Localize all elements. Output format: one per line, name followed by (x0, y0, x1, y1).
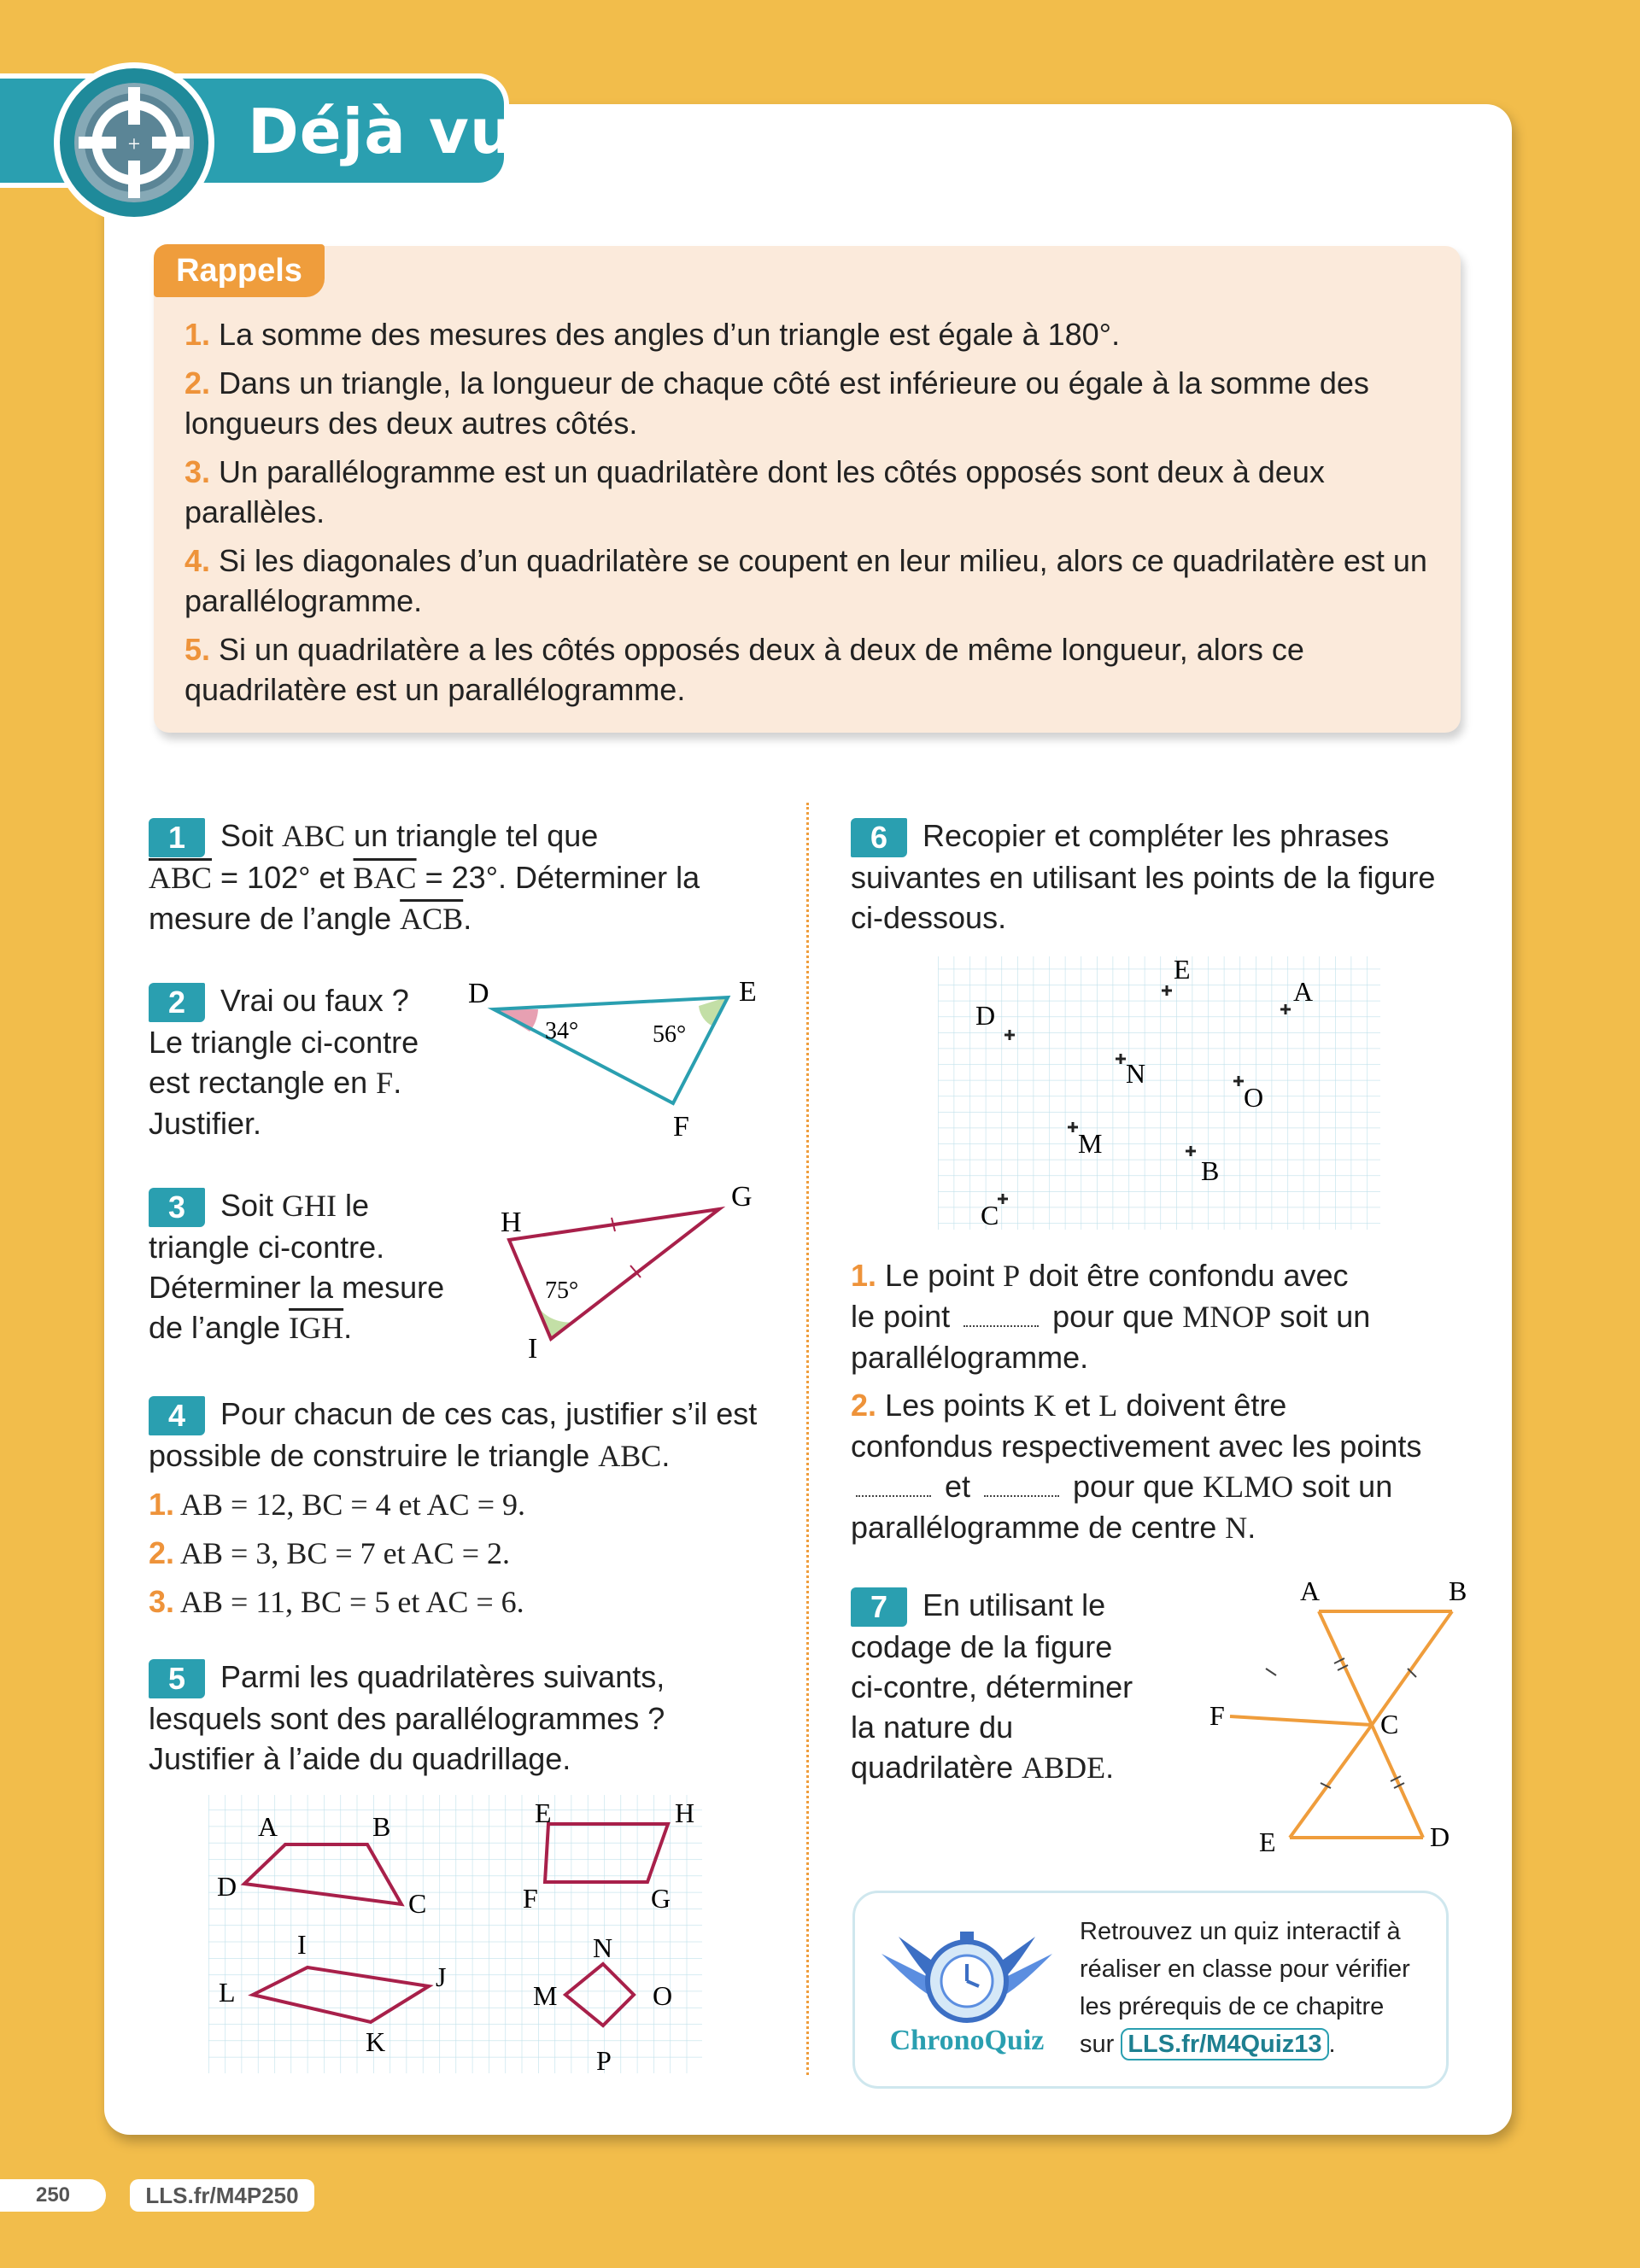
label-k: K (366, 2026, 386, 2057)
points-grid-figure (938, 953, 1382, 1235)
label-a: A (1300, 1575, 1321, 1606)
label-e: E (739, 976, 757, 1008)
exercise-4: 4 Pour chacun de ces cas, justifier s’il est possible de construire le triangle ABC. (149, 1396, 758, 1473)
label-h: H (675, 1797, 695, 1828)
label-f: F (673, 1111, 689, 1136)
exercise-number: 7 (851, 1587, 907, 1627)
label-p: P (596, 2045, 612, 2075)
angle-d-label: 34° (545, 1018, 579, 1044)
chronoquiz-logo-text: ChronoQuiz (889, 2025, 1045, 2056)
label-f: F (1210, 1700, 1225, 1731)
label-m: M (1078, 1128, 1103, 1159)
label-m: M (533, 1980, 558, 2011)
angle-i-label: 75° (545, 1277, 579, 1304)
triangle-def-figure (453, 973, 777, 1136)
label-c: C (981, 1200, 999, 1230)
label-b: B (1449, 1575, 1467, 1606)
label-j: J (436, 1961, 447, 1992)
exercise-7: 7 En utilisant le codage de la figure ci-contre, déterminer la nature du quadrilatère ABDE. (851, 1587, 1133, 1785)
ex6-question-2: 2. Les points K et L doivent être confondus respectivement avec les points et pour que KLMO soit un parallélogramme de centre N. (851, 1388, 1422, 1545)
rappel-item: 1. La somme des mesures des angles d’un triangle est égale à 180°. (184, 317, 1121, 352)
exercise-number: 2 (149, 983, 205, 1022)
label-f: F (523, 1883, 538, 1914)
exercise-number: 1 (149, 818, 205, 857)
exercise-number: 4 (149, 1396, 205, 1435)
target-logo-icon (60, 68, 208, 217)
label-e: E (535, 1797, 552, 1828)
blank-field (856, 1495, 931, 1497)
label-n: N (1126, 1058, 1146, 1089)
label-d: D (1430, 1821, 1450, 1852)
label-c: C (1380, 1709, 1399, 1739)
label-b: B (372, 1811, 391, 1842)
label-i: I (297, 1929, 307, 1960)
ex4-case-1: 1. AB = 12, BC = 4 et AC = 9. (149, 1487, 525, 1522)
rappel-item: 4. Si les diagonales d’un quadrilatère se coupent en leur milieu, alors ce quadrilatère est un parallélogramme. (184, 543, 1427, 618)
chronoquiz-logo-icon (864, 1903, 1069, 2073)
exercise-number: 6 (851, 818, 907, 857)
label-h: H (501, 1207, 522, 1238)
ex4-case-3: 3. AB = 11, BC = 5 et AC = 6. (149, 1584, 524, 1619)
label-a: A (258, 1811, 278, 1842)
label-c: C (408, 1888, 427, 1919)
rappel-item: 5. Si un quadrilatère a les côtés opposés deux à deux de même longueur, alors ce quadrilatère est un parallélogramme. (184, 632, 1304, 707)
label-d: D (468, 978, 489, 1009)
quiz-link[interactable]: LLS.fr/M4Quiz13 (1121, 2028, 1328, 2060)
chronoquiz-text: Retrouvez un quiz interactif à réaliser en classe pour vérifier les prérequis de ce chapitre sur LLS.fr/M4Quiz13 . (1080, 1913, 1438, 2063)
quadrilateral-abde-figure (1204, 1571, 1478, 1862)
blank-field (984, 1495, 1059, 1497)
label-o: O (653, 1980, 673, 2011)
rappel-item: 2. Dans un triangle, la longueur de chaque côté est inférieure ou égale à la somme des longueurs des deux autres côtés. (184, 365, 1369, 441)
rappel-item: 3. Un parallélogramme est un quadrilatère dont les côtés opposés sont deux à deux parallèles. (184, 454, 1325, 529)
label-l: L (219, 1977, 236, 2008)
label-g: G (651, 1883, 671, 1914)
ex4-case-2: 2. AB = 3, BC = 7 et AC = 2. (149, 1535, 510, 1570)
exercise-2: 2 Vrai ou faux ? Le triangle ci-contre est rectangle en F. Justifier. (149, 983, 419, 1141)
label-a: A (1293, 976, 1314, 1007)
exercise-number: 3 (149, 1188, 205, 1227)
label-n: N (593, 1932, 613, 1963)
blank-field (964, 1325, 1039, 1327)
exercise-1: 1 Soit ABC un triangle tel que $\overline{ABC} = 102^\circ$ et $\overline{BAC} = 23^\circ$. Déterminer la mesure de l’angle $\overline{ACB}$. (149, 818, 700, 936)
page-number: 250 (0, 2179, 106, 2212)
triangle-ghi-figure (487, 1170, 760, 1366)
page-link[interactable]: LLS.fr/M4P250 (130, 2179, 314, 2212)
label-i: I (528, 1333, 538, 1365)
label-e: E (1259, 1827, 1276, 1857)
exercise-5: 5 Parmi les quadrilatères suivants, lesquels sont des parallélogrammes ? Justifier à l’aide du quadrillage. (149, 1659, 665, 1776)
label-d: D (975, 1000, 996, 1031)
column-divider (806, 803, 809, 2075)
svg-text:+: + (127, 132, 141, 156)
label-b: B (1201, 1155, 1220, 1186)
rappels-tab: Rappels (154, 244, 325, 297)
exercise-6: 6 Recopier et compléter les phrases suivantes en utilisant les points de la figure ci-dessous. (851, 818, 1436, 935)
label-d: D (217, 1871, 237, 1902)
ex6-question-1: 1. Le point P doit être confondu avec le point pour que MNOP soit un parallélogramme. (851, 1258, 1371, 1375)
page-title: Déjà vu (248, 96, 515, 167)
angle-e-label: 56° (653, 1021, 687, 1048)
label-g: G (731, 1181, 753, 1213)
label-e: E (1174, 954, 1191, 985)
exercise-number: 5 (149, 1659, 205, 1698)
exercise-3: 3 Soit GHI le triangle ci-contre. Déterminer la mesure de l’angle $\overline{IGH}$. (149, 1188, 445, 1345)
quadrilaterals-grid-figure (208, 1793, 704, 2075)
label-o: O (1244, 1082, 1264, 1113)
